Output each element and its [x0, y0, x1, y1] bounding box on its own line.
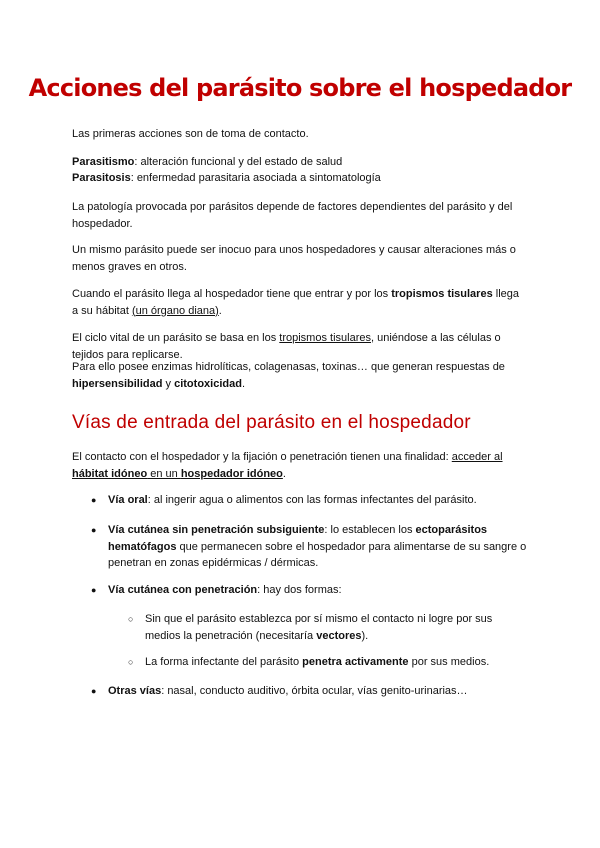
paragraph-tropismos: Cuando el parásito llega al hospedador tiene que entrar y por los tropismos tisulares llega a su hábitat (un órgano diana). [72, 288, 519, 317]
definition-parasitosis [72, 170, 524, 187]
bullet-dot: ● [91, 525, 97, 535]
paragraph-contacto: El contacto con el hospedador y la fijación o penetración tienen una finalidad: acceder al hábitat idóneo en un hospedador idóneo. [72, 451, 503, 480]
sub-bullet-circle: ○ [128, 657, 134, 667]
paragraph-pathology: La patología provocada por parásitos depende de factores dependientes del parásito y del hospedador. [72, 201, 513, 230]
list-item-via-cutanea-sin: Vía cutánea sin penetración subsiguiente: lo establecen los ectoparásitos hematófagos que permanecen sobre el hospedador para alimentarse de su sangre o penetran en zonas epidérmicas / dérmicas. [108, 524, 527, 569]
paragraph-inocuo: Un mismo parásito puede ser inocuo para unos hospedadores y causar alteraciones más o menos graves en otros. [72, 244, 516, 273]
bullet-dot: ● [91, 686, 97, 696]
page-title: Acciones del parásito sobre el hospedador [28, 74, 572, 102]
tropismos-underlined: tropismos tisulares [279, 332, 371, 344]
bullet-dot: ● [91, 495, 97, 505]
sub-list-item-penetra: La forma infectante del parásito penetra activamente por sus medios. [145, 656, 490, 668]
list-item-otras-vias: Otras vías: nasal, conducto auditivo, órbita ocular, vías genito-urinarias… [108, 685, 468, 697]
definition-text: : enfermedad parasitaria asociada a sintomatología [130, 172, 381, 184]
organo-diana-underlined: (un órgano diana) [131, 304, 219, 317]
definition-parasitismo [72, 154, 524, 171]
bullet-dot: ● [91, 585, 97, 595]
paragraph-enzimas: Para ello posee enzimas hidrolíticas, colagenasas, toxinas… que generan respuestas de hipersensibilidad y citotoxicidad. [72, 361, 505, 390]
intro-paragraph: Las primeras acciones son de toma de contacto. [72, 128, 309, 140]
list-item-via-cutanea-con: Vía cutánea con penetración: hay dos formas: [108, 584, 342, 596]
paragraph-ciclo-vital: El ciclo vital de un parásito se basa en los tropismos tisulares, uniéndose a las células o tejidos para replicarse. [72, 332, 501, 361]
sub-bullet-circle: ○ [128, 614, 134, 624]
definition-text: : alteración funcional y del estado de salud [134, 156, 343, 168]
term-label: Parasitismo [72, 156, 135, 168]
sub-list-item-vectores: Sin que el parásito establezca por sí mismo el contacto ni logre por sus medios la penetración (necesitaría vectores). [145, 613, 493, 642]
section-heading: Vías de entrada del parásito en el hospedador [72, 412, 471, 433]
term-label: Parasitosis [72, 172, 131, 184]
list-item-via-oral: Vía oral: al ingerir agua o alimentos con las formas infectantes del parásito. [108, 494, 477, 506]
